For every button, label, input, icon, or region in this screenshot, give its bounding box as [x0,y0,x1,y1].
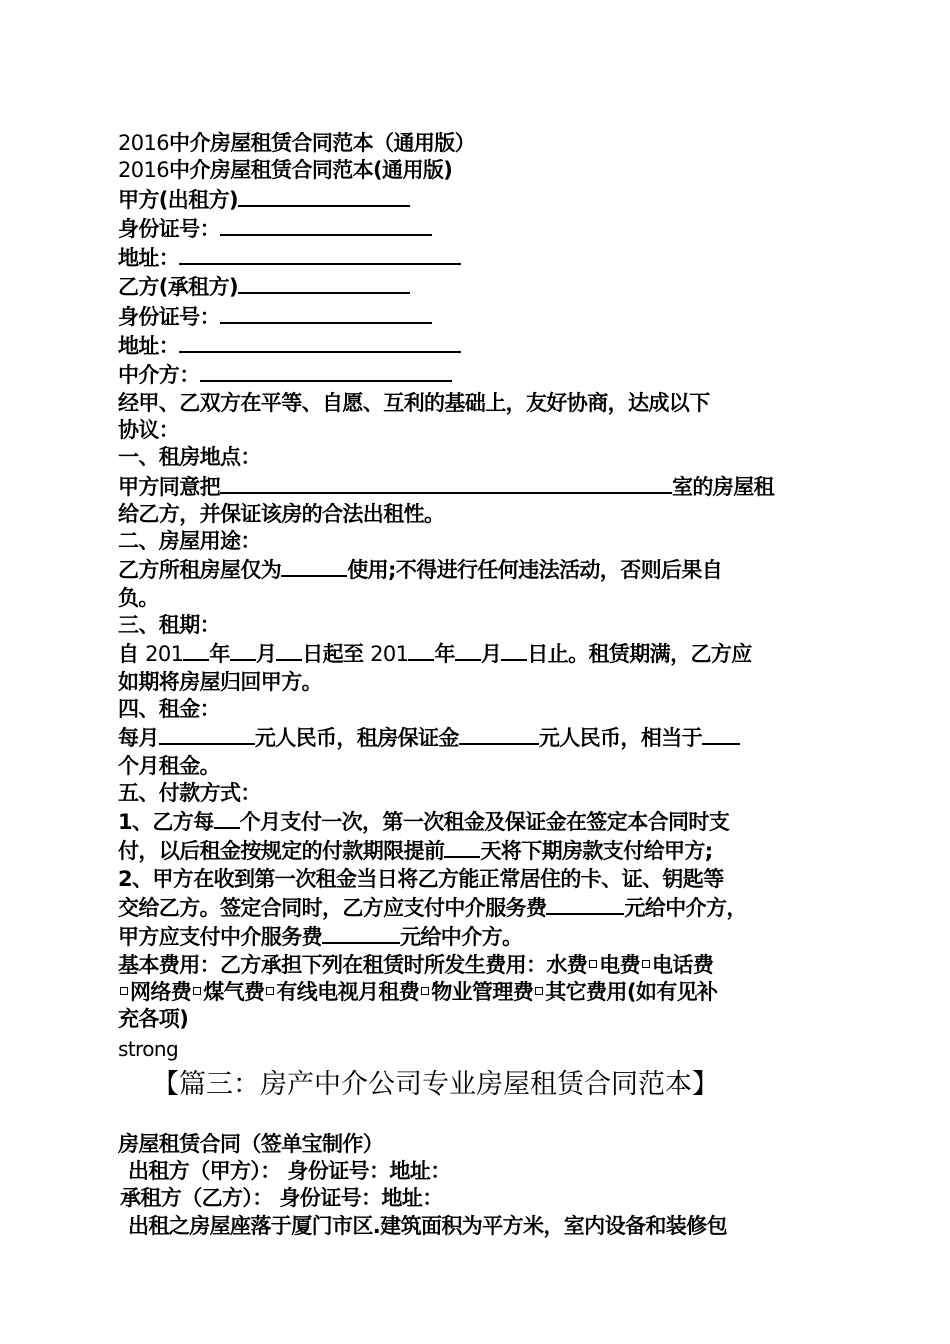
clause-text: 元人民币，相当于 [538,726,703,751]
section-1-line-2 [118,501,838,528]
clause-text: 充各项) [118,1007,189,1032]
party-b-blank [238,272,410,294]
clause-text: 甲方同意把 [118,474,220,499]
doc-title-2 [118,157,838,184]
section-1-line-1 [118,472,838,501]
clause-text: 每月 [118,726,159,751]
fee-b-blank [546,893,624,915]
room-blank [220,472,672,494]
agent-line [118,360,838,389]
usage-blank [281,555,347,577]
section-4-line-2 [118,753,838,780]
contract-3-lessee: 承租方（乙方）： 身份证号：地址： [120,1186,443,1211]
section-title-text: 二、房屋用途： [118,529,261,554]
section-title-text: 三、租期： [118,613,220,638]
id-no-a-label: 身份证号： [118,216,220,241]
address-b-label: 地址： [118,334,180,359]
section-2-line-2 [118,585,838,612]
clause-text: 月 [480,642,502,667]
payment-2-line-1 [118,866,838,893]
address-b-line [118,331,838,360]
clause-text: 室的房屋租 [672,474,774,499]
payment-1-line-2 [118,836,838,865]
clause-text: 年 [434,642,455,667]
year-prefix: 201 [370,642,409,667]
year-blank [408,639,434,661]
checkbox-icon [642,960,650,968]
section-4-line-1 [118,723,838,752]
document-body [118,130,838,1240]
clause-text: 天将下期房款支付给甲方; [480,839,713,864]
section-4-title [118,696,838,723]
clause-text: 电话费 [652,952,714,977]
section-3-title [118,612,838,639]
clause-text: 电费 [599,952,641,977]
interval-blank [214,807,240,829]
section-three-heading: 【篇三：房产中介公司专业房屋租赁合同范本】 [152,1068,719,1100]
fee-a-blank [322,922,400,944]
clause-text: 使用;不得进行任何违法活动，否则后果自 [347,558,723,583]
id-no-b-line [118,302,838,331]
checkbox-icon [266,987,274,995]
clause-text: 元给中介方， [624,896,747,921]
contract-3-lessor: 出租方（甲方）： 身份证号：地址： [128,1159,451,1184]
section-2-title [118,528,838,555]
clause-text: 2、甲方在收到第一次租金当日将乙方能正常居住的卡、证、钥匙等 [118,866,724,891]
clause-text: 乙方所租房屋仅为 [118,558,282,583]
fees-line-1 [118,952,838,979]
checkbox-icon [589,960,597,968]
party-b-label: 乙方(承租方) [118,275,238,300]
clause-text: 给乙方，并保证该房的合法出租性。 [118,501,445,526]
agreement-line-1 [118,390,838,417]
month-blank [455,639,481,661]
day-blank [276,639,302,661]
clause-text: 甲方应支付中介服务费 [118,925,322,950]
strong-label: strong [118,1036,179,1061]
clause-text: 日起至 [302,642,364,667]
contract-3-location: 出租之房屋座落于厦门市区.建筑面积为平方米，室内设备和装修包 [128,1213,727,1238]
section-title-text: 一、租房地点： [118,445,261,470]
doc-title-1 [118,130,838,157]
id-no-a-blank [220,214,432,236]
contract-3-title: 房屋租赁合同（签单宝制作） [118,1131,384,1156]
clause-text: 元人民币，租房保证金 [254,726,459,751]
clause-text: 自 [118,642,139,667]
clause-text: 基本费用：乙方承担下列在租赁时所发生费用：水费 [118,952,588,977]
agent-blank [200,360,452,382]
section-5-title [118,780,838,807]
checkbox-icon [120,987,128,995]
address-a-blank [179,243,461,265]
title-year: 2016 [118,131,170,155]
title-text: 中介房屋租赁合同范本（通用版） [169,131,476,155]
title-text: 中介房屋租赁合同范本(通用版) [169,158,453,183]
year-prefix: 201 [145,642,184,667]
days-blank [444,836,480,858]
agent-label: 中介方： [118,363,200,388]
clause-text: 月 [255,642,277,667]
section-1-title [118,444,838,471]
payment-2-line-2 [118,893,838,922]
clause-text: 个月支付一次，第一次租金及保证金在签定本合同时支 [239,810,730,835]
party-a-blank [238,185,410,207]
day-blank [501,639,527,661]
checkbox-icon [421,987,429,995]
address-a-line [118,243,838,272]
checkbox-icon [535,987,543,995]
rent-blank [159,723,255,745]
clause-text: 如期将房屋归回甲方。 [118,669,322,694]
fees-line-3 [118,1006,838,1033]
party-a-line [118,185,838,214]
section-3-line-2 [118,669,838,696]
clause-text: 个月租金。 [118,753,220,778]
section-2-line-1 [118,555,838,584]
id-no-b-label: 身份证号： [118,304,220,329]
clause-text: 年 [209,642,230,667]
address-b-blank [179,331,461,353]
payment-2-line-3 [118,922,838,951]
section-title-text: 四、租金： [118,696,220,721]
year-blank [183,639,209,661]
agreement-text: 协议： [118,417,180,442]
clause-text: 负。 [118,585,159,610]
clause-text: 付，以后租金按规定的付款期限提前 [118,839,445,864]
clause-text: 元给中介方。 [400,925,523,950]
id-no-a-line [118,214,838,243]
months-blank [702,723,740,745]
title-year: 2016 [118,158,170,183]
section-title-text: 五、付款方式： [118,780,261,805]
clause-text: 网络费 [130,979,192,1004]
agreement-text: 经甲、乙双方在平等、自愿、互利的基础上，友好协商，达成以下 [118,390,710,415]
address-a-label: 地址： [118,246,180,271]
deposit-blank [459,723,539,745]
clause-text: 煤气费 [203,979,265,1004]
id-no-b-blank [220,302,432,324]
month-blank [230,639,256,661]
clause-text: 交给乙方。签定合同时，乙方应支付中介服务费 [118,896,547,921]
party-b-line [118,272,838,301]
clause-text: 1、乙方每 [118,810,214,835]
checkbox-icon [193,987,201,995]
party-a-label: 甲方(出租方) [118,187,238,212]
clause-text: 日止。租赁期满，乙方应 [527,642,752,667]
fees-line-2 [118,979,838,1006]
section-3-line-1 [118,639,838,668]
agreement-line-2 [118,417,838,444]
clause-text: 其它费用(如有见补 [545,979,718,1004]
payment-1-line-1 [118,807,838,836]
clause-text: 物业管理费 [431,979,534,1004]
clause-text: 有线电视月租费 [276,979,420,1004]
